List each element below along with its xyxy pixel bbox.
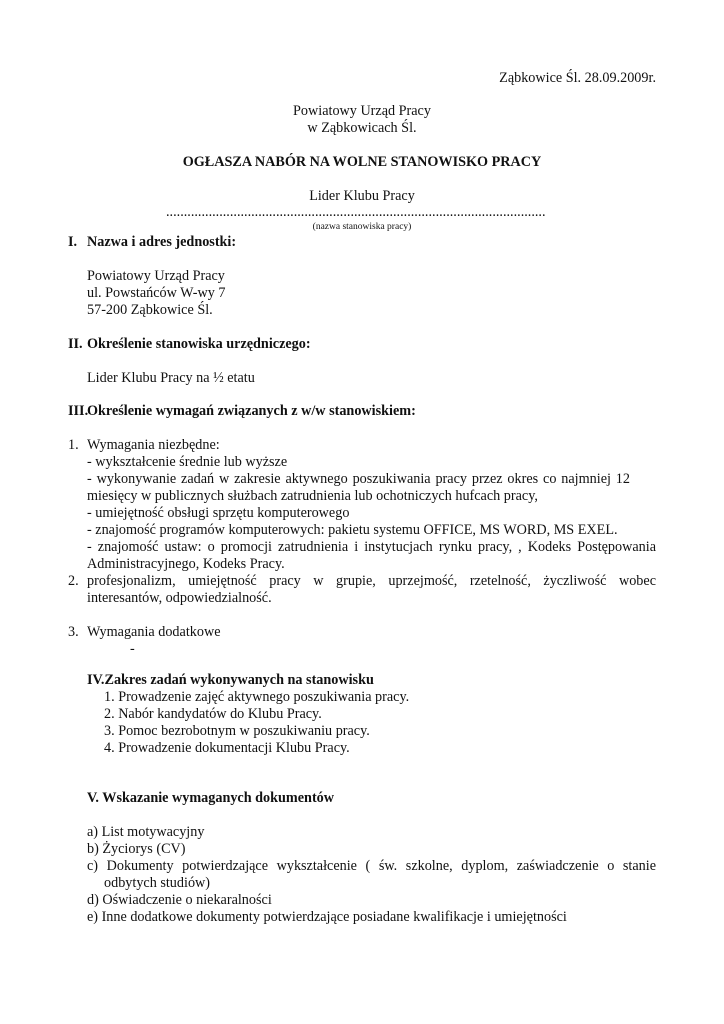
requirement-line: - wykonywanie zadań w zakresie aktywnego poszukiwania pracy przez okres co najmniej 12 bbox=[87, 471, 630, 487]
requirement-line: - umiejętność obsługi sprzętu komputerowego bbox=[87, 505, 350, 521]
item-1-title: Wymagania niezbędne: bbox=[87, 437, 220, 453]
address-line: Powiatowy Urząd Pracy bbox=[87, 268, 225, 284]
address-line: ul. Powstańców W-wy 7 bbox=[87, 285, 226, 301]
document-item: a) List motywacyjny bbox=[87, 824, 205, 840]
section-2-text: Lider Klubu Pracy na ½ etatu bbox=[87, 370, 255, 386]
item-2-line-1: profesjonalizm, umiejętność pracy w grupie, uprzejmość, rzetelność, życzliwość wobec bbox=[87, 573, 656, 589]
document-item: c) Dokumenty potwierdzające wykształcenie ( św. szkolne, dyplom, zaświadczenie o stanie bbox=[87, 858, 656, 874]
office-line-2: w Ząbkowicach Śl. bbox=[307, 120, 417, 136]
requirement-line: Administracyjnego, Kodeks Pracy. bbox=[87, 556, 285, 572]
requirement-line: - znajomość ustaw: o promocji zatrudnienia i instytucjach rynku pracy, , Kodeks Postępowania bbox=[87, 539, 656, 555]
office-line-1: Powiatowy Urząd Pracy bbox=[293, 103, 431, 119]
document-item: e) Inne dodatkowe dokumenty potwierdzające posiadane kwalifikacje i umiejętności bbox=[87, 909, 567, 925]
task-item: 3. Pomoc bezrobotnym w poszukiwaniu pracy. bbox=[104, 723, 370, 739]
position-caption: (nazwa stanowiska pracy) bbox=[312, 222, 412, 232]
section-1-heading: Nazwa i adres jednostki: bbox=[87, 234, 237, 250]
requirement-line: - znajomość programów komputerowych: pakietu systemu OFFICE, MS WORD, MS EXEL. bbox=[87, 522, 618, 538]
dotted-line: ........................................................................................................... bbox=[166, 204, 546, 220]
section-5-heading: V. Wskazanie wymaganych dokumentów bbox=[87, 790, 335, 806]
requirement-line: - wykształcenie średnie lub wyższe bbox=[87, 454, 288, 470]
item-3-title: Wymagania dodatkowe bbox=[87, 624, 221, 640]
announcement-title: OGŁASZA NABÓR NA WOLNE STANOWISKO PRACY bbox=[182, 154, 542, 170]
requirement-line: miesięcy w publicznych służbach zatrudnienia lub ochotniczych hufcach pracy, bbox=[87, 488, 538, 504]
section-2-heading: Określenie stanowiska urzędniczego: bbox=[87, 336, 311, 352]
document-item-continuation: odbytych studiów) bbox=[104, 875, 211, 891]
item-1-number: 1. bbox=[68, 437, 79, 453]
section-3-numeral: III. bbox=[68, 403, 89, 419]
document-item: b) Życiorys (CV) bbox=[87, 841, 186, 857]
section-4-heading: IV.Zakres zadań wykonywanych na stanowisku bbox=[87, 672, 374, 688]
task-item: 4. Prowadzenie dokumentacji Klubu Pracy. bbox=[104, 740, 350, 756]
section-2-numeral: II. bbox=[68, 336, 83, 352]
position-title: Lider Klubu Pracy bbox=[309, 188, 415, 204]
item-3-dash: - bbox=[130, 641, 135, 657]
item-3-number: 3. bbox=[68, 624, 79, 640]
section-1-numeral: I. bbox=[68, 234, 78, 250]
section-3-heading: Określenie wymagań związanych z w/w stanowiskiem: bbox=[87, 403, 416, 419]
task-item: 1. Prowadzenie zajęć aktywnego poszukiwania pracy. bbox=[104, 689, 410, 705]
item-2-number: 2. bbox=[68, 573, 79, 589]
item-2-line-2: interesantów, odpowiedzialność. bbox=[87, 590, 272, 606]
date-line: Ząbkowice Śl. 28.09.2009r. bbox=[499, 70, 656, 86]
address-line: 57-200 Ząbkowice Śl. bbox=[87, 302, 213, 318]
task-item: 2. Nabór kandydatów do Klubu Pracy. bbox=[104, 706, 322, 722]
document-item: d) Oświadczenie o niekaralności bbox=[87, 892, 272, 908]
